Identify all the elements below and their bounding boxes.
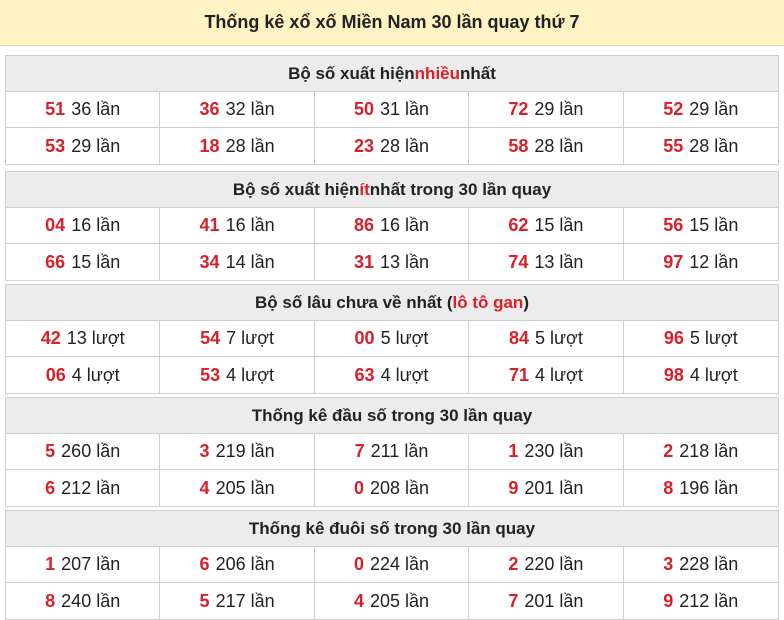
stat-cell <box>469 244 623 280</box>
section-title-text: Bộ số lâu chưa về nhất ( <box>255 292 453 312</box>
stat-count: 15 lần <box>689 215 739 235</box>
stat-count: 5 lượt <box>534 328 583 348</box>
section-title-highlight: nhiều <box>414 63 461 83</box>
stat-number: 98 <box>663 364 684 385</box>
stat-cell <box>624 128 778 164</box>
stat-count: 28 lần <box>534 135 584 156</box>
stat-count: 5 lượt <box>689 328 738 348</box>
stats-grid <box>6 547 778 619</box>
stat-count: 260 lần <box>61 441 121 461</box>
stat-count: 208 lần <box>369 477 430 498</box>
stat-number: 66 <box>45 251 66 272</box>
stat-count: 4 lượt <box>380 364 429 385</box>
stat-number: 31 <box>353 251 374 272</box>
stat-number: 7 <box>354 441 365 461</box>
stat-number: 00 <box>354 328 375 348</box>
stat-count: 28 lần <box>379 135 430 156</box>
stat-number: 74 <box>508 251 529 272</box>
stat-cell <box>315 357 469 393</box>
stat-cell <box>624 244 778 280</box>
stat-count: 36 lần <box>71 99 121 119</box>
stat-number: 6 <box>199 554 210 574</box>
section-lo-to-gan <box>5 284 779 394</box>
stat-number: 41 <box>199 215 220 235</box>
stat-number: 2 <box>663 441 674 461</box>
stat-count: 212 lần <box>679 590 739 611</box>
stat-number: 3 <box>199 441 210 461</box>
stat-number: 5 <box>199 590 210 611</box>
stat-number: 34 <box>199 251 220 272</box>
stat-count: 28 lần <box>689 135 739 156</box>
stat-count: 196 lần <box>679 477 739 498</box>
stat-cell <box>315 208 469 244</box>
stat-cell <box>6 434 160 470</box>
stat-cell <box>315 92 469 128</box>
section-title-text: nhất trong 30 lần quay <box>369 179 552 199</box>
stat-count: 29 lần <box>689 99 739 119</box>
section-title-text: Thống kê đuôi số trong 30 lần quay <box>248 518 536 538</box>
stat-count: 15 lần <box>71 251 121 272</box>
stat-number: 86 <box>353 215 374 235</box>
stat-cell <box>6 244 160 280</box>
stat-count: 28 lần <box>225 135 275 156</box>
stat-count: 201 lần <box>524 477 584 498</box>
stat-cell <box>624 547 778 583</box>
stat-count: 219 lần <box>215 441 275 461</box>
stat-number: 9 <box>508 477 519 498</box>
section-title-text: ) <box>523 292 529 312</box>
stat-count: 212 lần <box>61 477 121 498</box>
stat-cell <box>315 547 469 583</box>
section-title <box>6 285 778 321</box>
section-title <box>6 56 778 92</box>
stat-number: 0 <box>353 554 364 574</box>
stat-count: 29 lần <box>71 135 121 156</box>
stat-cell <box>624 357 778 393</box>
stat-count: 4 lượt <box>226 364 275 385</box>
stat-number: 5 <box>45 441 56 461</box>
stat-cell <box>315 321 469 357</box>
stat-count: 15 lần <box>534 215 584 235</box>
stat-count: 13 lần <box>534 251 584 272</box>
section-most-frequent <box>5 55 779 165</box>
section-title-highlight: ít <box>359 179 370 199</box>
stat-number: 18 <box>199 135 220 156</box>
stats-grid <box>6 434 778 506</box>
stat-count: 13 lần <box>379 251 430 272</box>
section-title <box>6 172 778 208</box>
stats-grid <box>6 208 778 280</box>
stat-count: 4 lượt <box>71 364 120 385</box>
stat-cell <box>6 547 160 583</box>
stat-count: 32 lần <box>225 99 275 119</box>
stats-grid <box>6 92 778 164</box>
stat-cell <box>469 321 623 357</box>
stat-cell <box>469 547 623 583</box>
stat-number: 51 <box>45 99 66 119</box>
stat-cell <box>160 92 314 128</box>
stat-cell <box>315 244 469 280</box>
stat-number: 42 <box>40 328 61 348</box>
stats-grid <box>6 321 778 393</box>
stat-number: 7 <box>508 590 519 611</box>
stat-count: 201 lần <box>524 590 584 611</box>
stat-number: 96 <box>663 328 684 348</box>
stat-count: 211 lần <box>370 441 429 461</box>
stat-number: 8 <box>45 590 56 611</box>
stat-cell <box>469 583 623 619</box>
stat-number: 2 <box>508 554 519 574</box>
stat-number: 71 <box>508 364 529 385</box>
stat-number: 53 <box>45 135 66 156</box>
stat-cell <box>315 128 469 164</box>
stat-number: 52 <box>663 99 684 119</box>
stat-number: 84 <box>508 328 529 348</box>
section-tail-digit <box>5 510 779 620</box>
stat-cell <box>6 128 160 164</box>
section-title-text: Bộ số xuất hiện <box>288 63 415 83</box>
stat-number: 72 <box>508 99 529 119</box>
stat-cell <box>624 470 778 506</box>
stat-number: 54 <box>200 328 221 348</box>
stat-cell <box>160 208 314 244</box>
stat-count: 206 lần <box>215 554 275 574</box>
stat-cell <box>315 583 469 619</box>
stat-number: 4 <box>353 590 364 611</box>
stat-cell <box>6 357 160 393</box>
section-title-highlight: lô tô gan <box>452 292 524 312</box>
stat-count: 205 lần <box>215 477 275 498</box>
stat-number: 36 <box>199 99 220 119</box>
stat-count: 7 lượt <box>226 328 275 348</box>
stat-number: 06 <box>45 364 66 385</box>
stat-number: 0 <box>353 477 364 498</box>
section-title <box>6 398 778 434</box>
stat-cell <box>160 547 314 583</box>
stat-cell <box>469 434 623 470</box>
stat-number: 04 <box>45 215 66 235</box>
stat-count: 16 lần <box>225 215 275 235</box>
stat-number: 56 <box>663 215 684 235</box>
stat-cell <box>469 357 623 393</box>
stat-count: 207 lần <box>61 554 121 574</box>
stat-number: 4 <box>199 477 210 498</box>
stat-cell <box>6 208 160 244</box>
stat-cell <box>160 583 314 619</box>
stat-count: 4 lượt <box>534 364 583 385</box>
stat-number: 55 <box>663 135 684 156</box>
stat-cell <box>469 92 623 128</box>
stat-number: 1 <box>45 554 56 574</box>
stat-cell <box>315 470 469 506</box>
stat-cell <box>624 434 778 470</box>
stat-cell <box>469 470 623 506</box>
section-head-digit <box>5 397 779 507</box>
section-title-text: nhất <box>460 63 496 83</box>
stat-number: 97 <box>663 251 684 272</box>
stat-number: 62 <box>508 215 529 235</box>
stat-count: 5 lượt <box>380 328 429 348</box>
stat-count: 218 lần <box>679 441 739 461</box>
stat-cell <box>160 321 314 357</box>
stat-cell <box>469 128 623 164</box>
stat-count: 16 lần <box>379 215 430 235</box>
stat-number: 9 <box>663 590 674 611</box>
stat-count: 14 lần <box>225 251 275 272</box>
stat-cell <box>160 128 314 164</box>
stat-count: 13 lượt <box>66 328 125 348</box>
stat-number: 53 <box>200 364 221 385</box>
stat-number: 58 <box>508 135 529 156</box>
stat-number: 1 <box>508 441 519 461</box>
stat-count: 217 lần <box>215 590 275 611</box>
stat-count: 12 lần <box>689 251 739 272</box>
stat-number: 50 <box>353 99 374 119</box>
section-title <box>6 511 778 547</box>
stat-cell <box>6 583 160 619</box>
stat-number: 6 <box>45 477 56 498</box>
stat-count: 16 lần <box>71 215 121 235</box>
stat-cell <box>6 92 160 128</box>
stat-count: 228 lần <box>679 554 739 574</box>
stat-count: 4 lượt <box>689 364 738 385</box>
stat-cell <box>469 208 623 244</box>
page-title: Thống kê xổ xố Miền Nam 30 lần quay thứ 7 <box>0 0 784 46</box>
stat-count: 29 lần <box>534 99 584 119</box>
stat-count: 230 lần <box>524 441 584 461</box>
stat-cell <box>160 357 314 393</box>
stat-cell <box>160 470 314 506</box>
stat-cell <box>6 321 160 357</box>
section-least-frequent <box>5 171 779 281</box>
stat-cell <box>315 434 469 470</box>
stat-cell <box>624 583 778 619</box>
stat-count: 205 lần <box>369 590 430 611</box>
stat-cell <box>160 244 314 280</box>
stat-count: 224 lần <box>369 554 430 574</box>
stat-number: 8 <box>663 477 674 498</box>
stat-count: 31 lần <box>379 99 430 119</box>
section-title-text: Thống kê đầu số trong 30 lần quay <box>251 405 533 425</box>
stat-count: 240 lần <box>61 590 121 611</box>
stat-number: 63 <box>354 364 375 385</box>
stat-cell <box>624 208 778 244</box>
stat-cell <box>160 434 314 470</box>
stat-cell <box>624 92 778 128</box>
stat-cell <box>624 321 778 357</box>
stat-number: 3 <box>663 554 674 574</box>
section-title-text: Bộ số xuất hiện <box>232 179 360 199</box>
stat-number: 23 <box>353 135 374 156</box>
stat-count: 220 lần <box>524 554 584 574</box>
stat-cell <box>6 470 160 506</box>
